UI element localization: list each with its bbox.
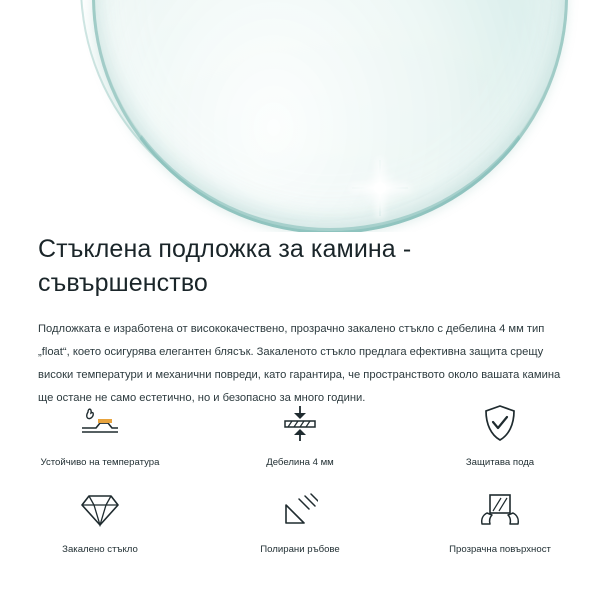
feature-label: Устойчиво на температура: [40, 457, 160, 468]
feature-item: [200, 487, 400, 556]
transparent-surface-icon: [473, 487, 527, 533]
diamond-icon: [73, 487, 127, 533]
hero-image: [0, 0, 600, 232]
feature-label: Прозрачна повърхност: [449, 544, 551, 555]
heat-resistant-icon: [73, 400, 127, 446]
feature-label: Защитава пода: [465, 457, 535, 468]
text-content: [0, 232, 600, 410]
shield-check-icon: [473, 400, 527, 446]
feature-label: Дебелина 4 мм: [266, 457, 334, 468]
product-description: Подложката е изработена от висококачествено, прозрачно закалено стъкло с дебелина 4 мм тип „float“, което осигурява елегантен блясък. Закаленото стъкло предлага ефективна защита срещу високи температури и механични повреди, като гарантира, че пространството около вашата камина ще остане не само естетично, но и безопасно за много години.: [38, 323, 561, 404]
feature-item: [400, 400, 600, 469]
feature-label: Закалено стъкло: [62, 544, 138, 555]
feature-item: [0, 400, 200, 469]
feature-grid: [0, 400, 600, 556]
feature-item: [400, 487, 600, 556]
thickness-gauge-icon: [273, 400, 327, 446]
feature-label: Полирани ръбове: [260, 544, 340, 555]
feature-item: [0, 487, 200, 556]
feature-item: [200, 400, 400, 469]
page-title: Стъклена подложка за камина - съвършенство: [38, 235, 412, 297]
glass-disc: [92, 0, 568, 232]
polished-edges-icon: [273, 487, 327, 533]
